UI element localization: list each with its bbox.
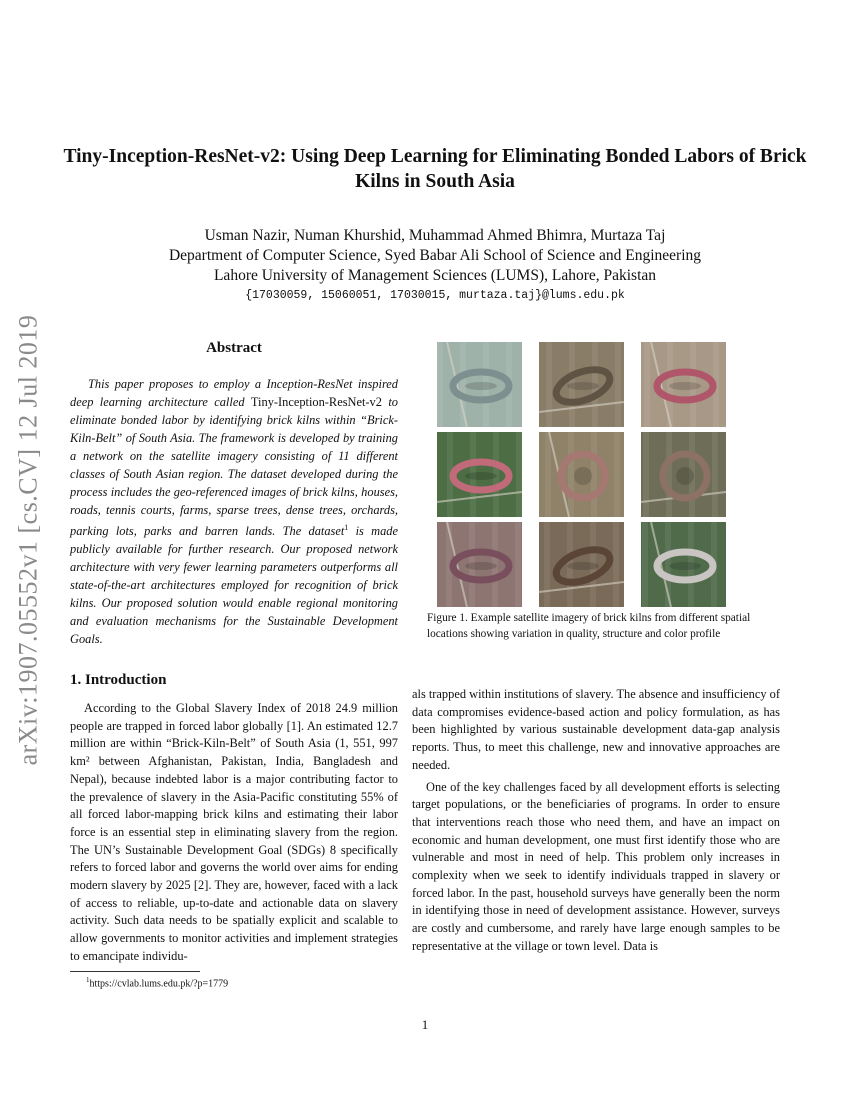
affiliation-department: Department of Computer Science, Syed Babar Ali School of Science and Engineering: [168, 247, 702, 264]
footnote-url: https://cvlab.lums.edu.pk/?p=1779: [89, 978, 229, 990]
satellite-image-tile: [437, 342, 522, 427]
author-block: [60, 226, 810, 306]
author-emails: {17030059, 15060051, 17030015, murtaza.taj}@lums.edu.pk: [245, 289, 625, 302]
introduction-left-column: According to the Global Slavery Index of 2018 24.9 million people are trapped in forced labor globally [1]. An estimated 12.7 million are within “Brick-Kiln-Belt” of South Asia (1, 551, 997 km² between Afghanistan, Pakistan, India, Bangladesh and Nepal), because indebted labor is a major contributing factor to the prevalence of slavery in the Asia-Pacific constituting 55% of all forced labor-mapping brick kilns and estimating their labor force is an essential step in eliminating slavery from the region. The UN’s Sustainable Development Goal (SDGs) 8 specifically refers to forced labor and governs the world over aims for ending modern slavery by 2025 [2]. They are, however, faced with a lack of access to reliable, up-to-date and actionable data on slavery activity. Such data needs to be spatially explicit and scalable to allow governments to monitor activities and implement strategies to emancipate individu-: [70, 701, 398, 963]
abstract-text-1: This paper proposes to employ a Inception-ResNet inspired deep learning architecture called: [70, 377, 398, 409]
paper-title: Tiny-Inception-ResNet-v2: Using Deep Learning for Eliminating Bonded Labors of Brick Kilns in South Asia: [63, 146, 807, 192]
satellite-image-tile: [641, 522, 726, 607]
abstract-heading: Abstract: [206, 340, 262, 356]
satellite-image-tile: [641, 432, 726, 517]
satellite-image-tile: [539, 342, 624, 427]
arxiv-stamp: arXiv:1907.05552v1 [cs.CV] 12 Jul 2019: [13, 314, 43, 766]
footnote-rule: [70, 971, 200, 972]
abstract-text-2: to eliminate bonded labor by identifying brick kilns within “Brick-Kiln-Belt” of South Asia. The framework is developed by training a network on the satellite imagery consisting of 11 different classes of South Asian region. The dataset developed during the process includes the geo-referenced images of brick kilns, houses, roads, tennis courts, farms, sparse trees, dense trees, orchards, parking lots, parks and barren lands. The dataset: [70, 395, 398, 539]
abstract-text-3: is made publicly available for further research. Our proposed network architecture with very fewer learning parameters outperforms all state-of-the-art architectures employed for recognition of brick kilns. Our proposed solution would enable regional monitoring and evaluation mechanisms for the Sustainable Development Goals.: [70, 524, 398, 647]
abstract-model-name: Tiny-Inception-ResNet-v2: [250, 395, 382, 409]
introduction-paragraph-2: One of the key challenges faced by all development efforts is selecting target populations, or the beneficiaries of programs. In order to ensure that interventions reach those who need them, and have an impact on economic and human development, one must first identify those who are vulnerable and most in need of help. This problem only increases in complexity when we seek to identify individuals trapped in slavery or forced labor. In the past, household surveys have generally been the norm in identifying those in need of development assistance. However, surveys are costly and cumbersome, and rarely have large enough samples to be representative at the village or town level. Data is: [412, 779, 780, 953]
satellite-image-tile: [539, 522, 624, 607]
satellite-image-tile: [437, 522, 522, 607]
introduction-paragraph-continued: als trapped within institutions of slavery. The absence and insufficiency of data compromises evidence-based action and policy formulation, as has been highlighted by various sustainable development data-gap analysis reports. Thus, to meet this challenge, new and innovative approaches are needed.: [412, 687, 780, 772]
satellite-image-tile: [437, 432, 522, 517]
footnote-number: 1: [86, 976, 90, 984]
figure-satellite-grid: [437, 342, 780, 608]
figure-caption: Figure 1. Example satellite imagery of brick kilns from different spatial locations showing variation in quality, structure and color profile: [427, 612, 751, 640]
satellite-image-tile: [539, 432, 624, 517]
affiliation-university: Lahore University of Management Sciences (LUMS), Lahore, Pakistan: [213, 267, 657, 284]
author-names: Usman Nazir, Numan Khurshid, Muhammad Ahmed Bhimra, Murtaza Taj: [204, 227, 666, 244]
page-number: 1: [421, 1017, 429, 1032]
satellite-image-tile: [641, 342, 726, 427]
introduction-right-column: [412, 686, 780, 956]
abstract-body: [70, 375, 398, 648]
footnote: [86, 976, 228, 989]
footnote-marker: 1: [344, 523, 349, 532]
introduction-heading: 1. Introduction: [70, 672, 167, 688]
